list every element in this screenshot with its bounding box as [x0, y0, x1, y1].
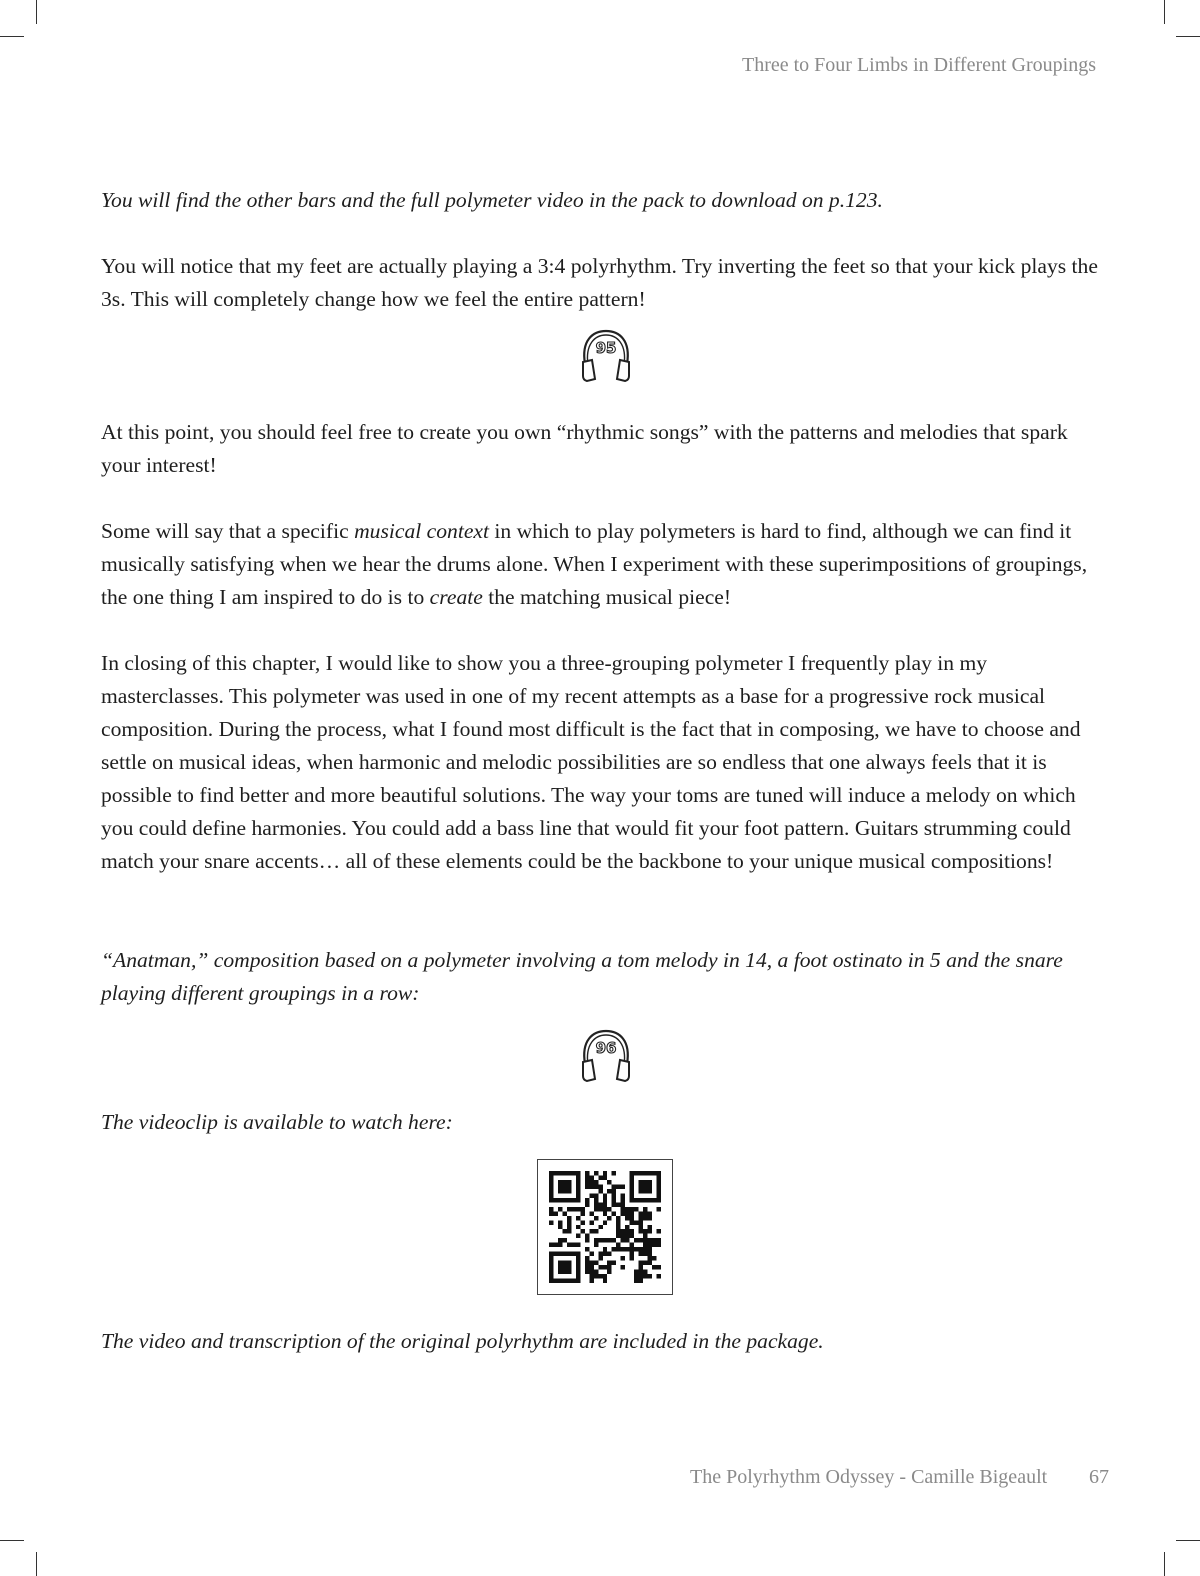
audio-track-number: 95 [595, 339, 617, 357]
paragraph-package-note: The video and transcription of the original polyrhythm are included in the package. [101, 1329, 824, 1353]
crop-mark [0, 36, 24, 37]
paragraph-rhythmic-songs: At this point, you should feel free to create you own “rhythmic songs” with the patterns and melodies that spark your interest! [101, 420, 1068, 477]
running-header: Three to Four Limbs in Different Groupings [741, 54, 1096, 76]
headphones-icon [577, 1026, 635, 1084]
crop-mark [1164, 1552, 1165, 1576]
page-body [101, 184, 1111, 1358]
crop-mark [1164, 0, 1165, 24]
page-number: 67 [1089, 1466, 1109, 1488]
crop-mark [1176, 1540, 1200, 1541]
qr-code-frame[interactable] [537, 1159, 673, 1295]
paragraph-videoclip-note: The videoclip is available to watch here: [101, 1110, 453, 1134]
headphones-icon [577, 326, 635, 384]
crop-mark [36, 1552, 37, 1576]
qr-code-icon[interactable] [549, 1171, 661, 1283]
crop-mark [1176, 36, 1200, 37]
audio-track-number: 96 [595, 1039, 617, 1057]
paragraph-download-note: You will find the other bars and the full polymeter video in the pack to download on p.123. [101, 188, 883, 212]
paragraph-musical-context: Some will say that a specific musical context in which to play polymeters is hard to find, although we can find it musically satisfying when we hear the drums alone. When I experiment with these superimpositions of groupings, the one thing I am inspired to do is to create the matching musical piece! [101, 519, 1088, 609]
paragraph-closing-chapter: In closing of this chapter, I would like to show you a three-grouping polymeter I frequently play in my masterclasses. This polymeter was used in one of my recent attempts as a base for a progressive rock musical composition. During the process, what I found most difficult is the fact that in composing, we have to choose and settle on musical ideas, when harmonic and melodic possibilities are so endless that one always feels that it is possible to find better and more beautiful solutions. The way your toms are tuned will induce a melody on which you could define harmonies. You could add a bass line that would fit your foot pattern. Guitars strumming could match your snare accents… all of these elements could be the backbone to your unique musical compositions! [101, 651, 1081, 873]
paragraph-feet-polyrhythm: You will notice that my feet are actually playing a 3:4 polyrhythm. Try inverting the feet so that your kick plays the 3s. This will completely change how we feel the entire pattern! [101, 254, 1098, 311]
footer-book-credit: The Polyrhythm Odyssey - Camille Bigeault [690, 1466, 1048, 1488]
crop-mark [0, 1540, 24, 1541]
crop-mark [36, 0, 37, 24]
paragraph-anatman-caption: “Anatman,” composition based on a polymeter involving a tom melody in 14, a foot ostinato in 5 and the snare playing different groupings in a row: [101, 948, 1063, 1005]
